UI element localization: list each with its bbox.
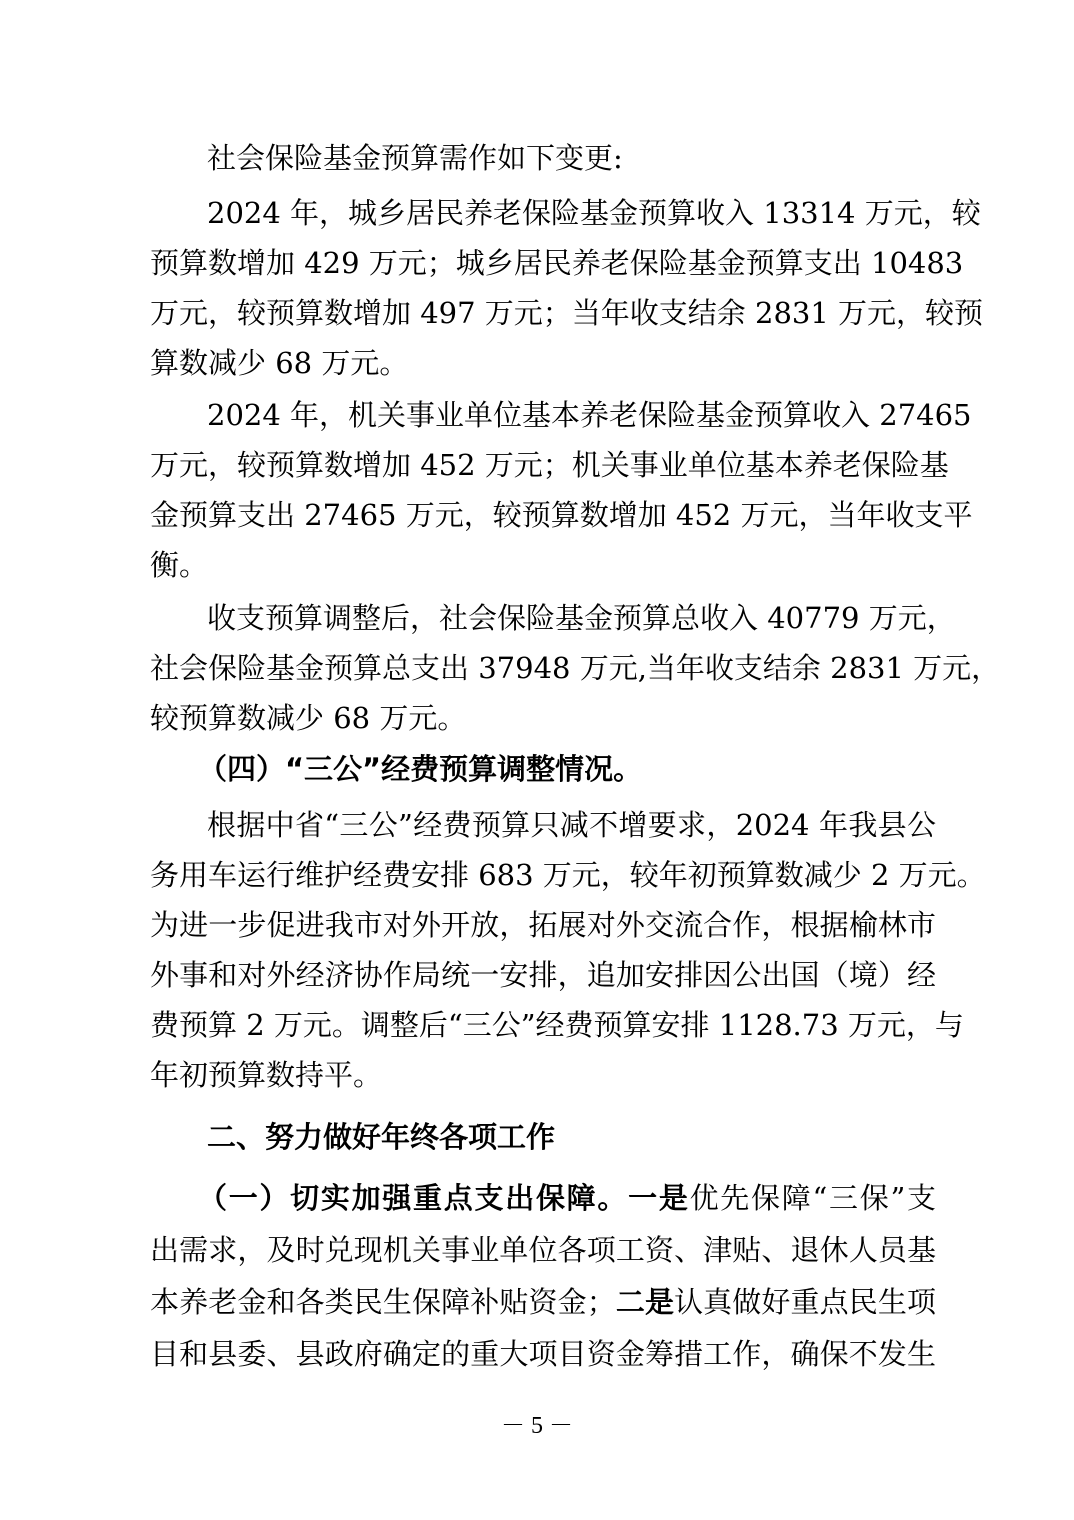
paragraph-line bbox=[198, 1176, 936, 1220]
paragraph-line: 目和县委、县政府确定的重大项目资金筹措工作，确保不发生 bbox=[150, 1337, 936, 1371]
paragraph-line: 根据中省“三公”经费预算只减不增要求，2024 年我县公 bbox=[207, 808, 936, 842]
paragraph-line: 万元，较预算数增加 497 万元；当年收支结余 2831 万元，较预 bbox=[150, 296, 984, 330]
paragraph-line: 出需求，及时兑现机关事业单位各项工资、津贴、退休人员基 bbox=[150, 1233, 936, 1267]
paragraph-line: 为进一步促进我市对外开放，拓展对外交流合作，根据榆林市 bbox=[150, 908, 936, 942]
paragraph-line: 社会保险基金预算总支出 37948 万元,当年收支结余 2831 万元， bbox=[150, 651, 1001, 685]
text-run: 本养老金和各类民生保障补贴资金； bbox=[150, 1285, 616, 1319]
paragraph-line: 衡。 bbox=[150, 548, 209, 582]
bold-run: 二是 bbox=[615, 1285, 675, 1319]
paragraph-line bbox=[150, 1280, 936, 1324]
paragraph-line: 算数减少 68 万元。 bbox=[150, 346, 409, 380]
paragraph-line: 外事和对外经济协作局统一安排，追加安排因公出国（境）经 bbox=[150, 958, 936, 992]
paragraph-line: 费预算 2 万元。调整后“三公”经费预算安排 1128.73 万元，与 bbox=[150, 1008, 964, 1042]
paragraph-line: 较预算数减少 68 万元。 bbox=[150, 701, 467, 735]
paragraph-line: 预算数增加 429 万元；城乡居民养老保险基金预算支出 10483 bbox=[150, 246, 964, 280]
paragraph-line: 金预算支出 27465 万元，较预算数增加 452 万元，当年收支平 bbox=[150, 498, 973, 532]
paragraph-line: 收支预算调整后，社会保险基金预算总收入 40779 万元， bbox=[207, 601, 956, 635]
paragraph-line: 万元，较预算数增加 452 万元；机关事业单位基本养老保险基 bbox=[150, 448, 949, 482]
bold-run: （一）切实加强重点支出保障。一是 bbox=[198, 1181, 690, 1215]
chapter-heading: 二、努力做好年终各项工作 bbox=[207, 1120, 556, 1154]
paragraph-line: 务用车运行维护经费安排 683 万元，较年初预算数减少 2 万元。 bbox=[150, 858, 986, 892]
text-run: 优先保障“三保”支 bbox=[689, 1181, 936, 1215]
text-run: 认真做好重点民生项 bbox=[674, 1285, 936, 1319]
paragraph-line: 年初预算数持平。 bbox=[150, 1058, 383, 1092]
section-heading: （四）“三公”经费预算调整情况。 bbox=[198, 752, 643, 786]
page-number: － 5 － bbox=[501, 1413, 573, 1439]
paragraph-line: 社会保险基金预算需作如下变更: bbox=[207, 141, 623, 175]
paragraph-line: 2024 年，机关事业单位基本养老保险基金预算收入 27465 bbox=[207, 398, 972, 432]
paragraph-line: 2024 年，城乡居民养老保险基金预算收入 13314 万元，较 bbox=[207, 196, 981, 230]
